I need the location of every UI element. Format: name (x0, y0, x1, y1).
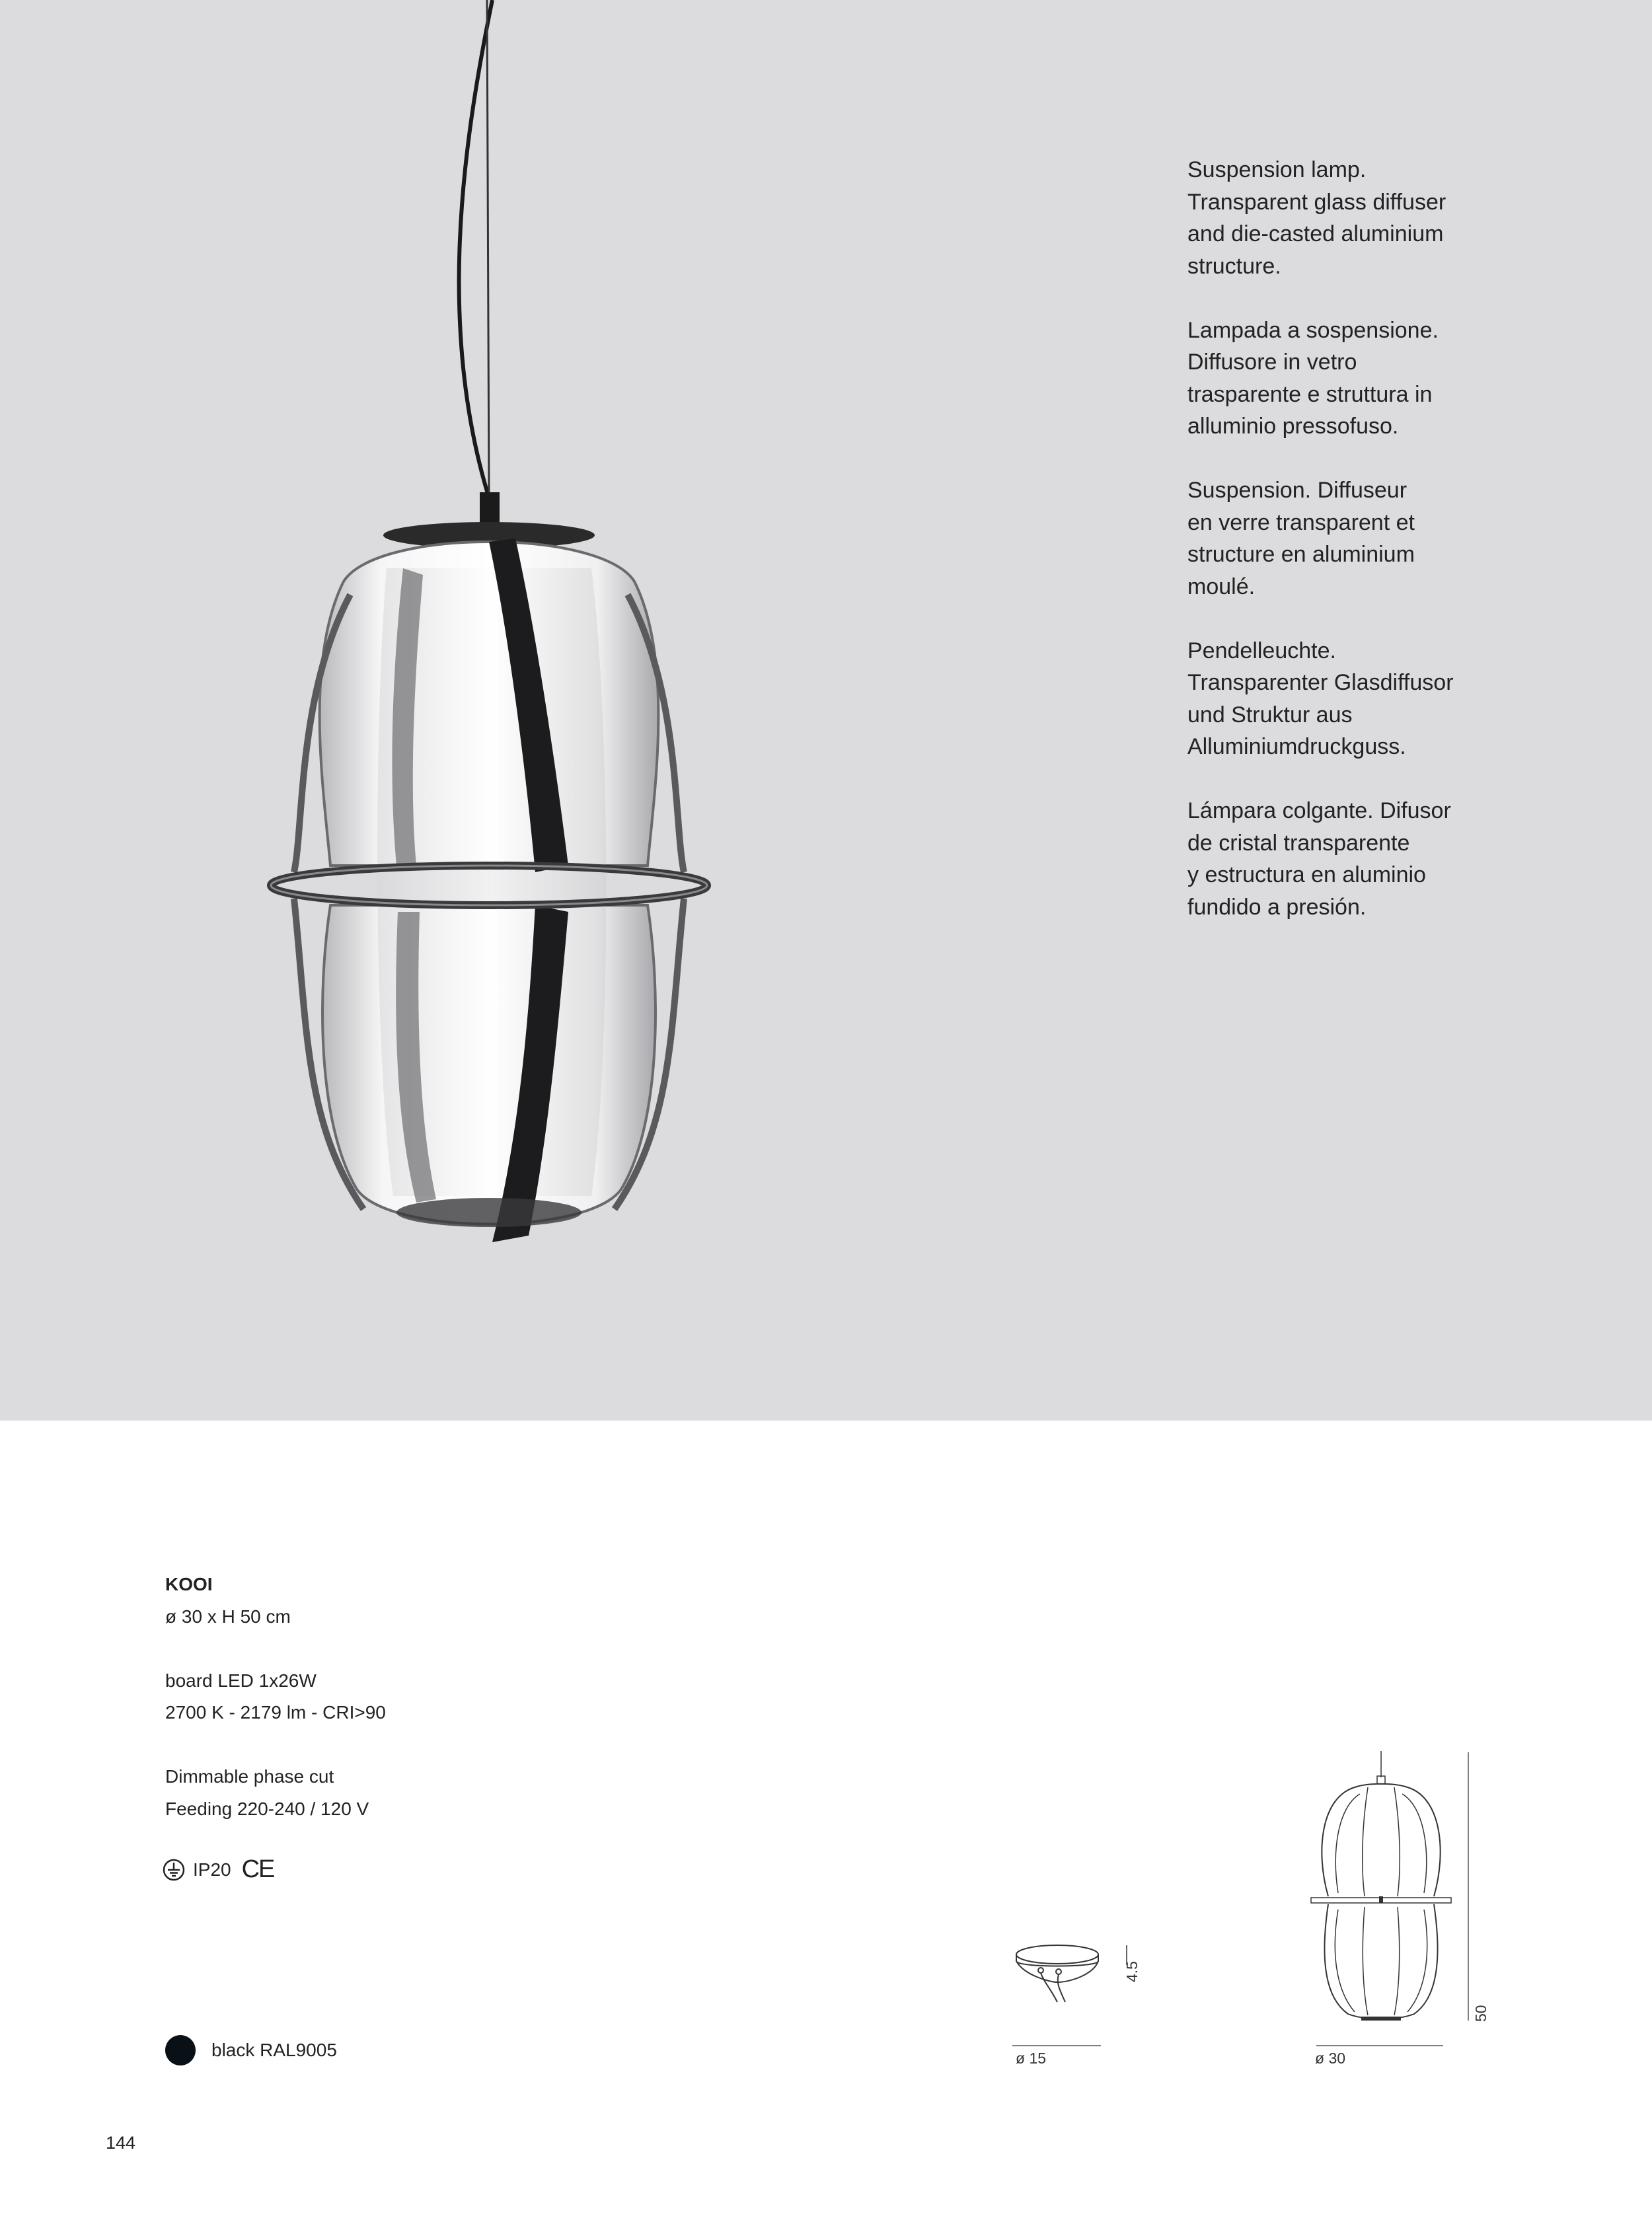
product-dimensions: ø 30 x H 50 cm (165, 1606, 291, 1627)
ce-mark: CE (241, 1855, 274, 1883)
finish-swatch (165, 2035, 196, 2065)
dimming-info: Dimmable phase cut (165, 1766, 334, 1787)
description-it: Lampada a sospensione. Diffusore in vetro trasparente e struttura in alluminio pressofuso. (1187, 317, 1439, 439)
canopy-diameter-label: ø 15 (1016, 2050, 1047, 2067)
ground-symbol-icon (163, 1859, 185, 1881)
ip-rating: IP20 (193, 1859, 231, 1880)
description-de: Pendelleuchte. Transparenter Glasdiffusor und Struktur aus Alluminiumdruckguss. (1187, 638, 1454, 759)
lamp-drawing (1302, 1751, 1487, 2055)
finish-label: black RAL9005 (211, 2040, 337, 2060)
product-specs (165, 1569, 386, 1825)
lamp-height-label: 50 (1472, 2005, 1489, 2022)
canopy-height-label: 4.5 (1123, 1961, 1141, 1982)
description-es: Lámpara colgante. Difusor de cristal transparente y estructura en aluminio fundido a presión. (1187, 798, 1451, 920)
canopy-drawing (1011, 1936, 1170, 2068)
description-fr: Suspension. Diffuseur en verre transparent et structure en aluminium moulé. (1187, 478, 1415, 599)
product-name: KOOI (165, 1574, 213, 1594)
feeding-info: Feeding 220-240 / 120 V (165, 1798, 369, 1819)
finish-option (165, 2035, 337, 2065)
lamp-photo (225, 0, 780, 1269)
page-number: 144 (106, 2133, 136, 2153)
light-specs: 2700 K - 2179 lm - CRI>90 (165, 1702, 386, 1723)
certifications (163, 1855, 274, 1884)
product-description (1187, 154, 1518, 955)
light-source: board LED 1x26W (165, 1670, 317, 1691)
lamp-diameter-label: ø 30 (1315, 2050, 1346, 2067)
description-en: Suspension lamp. Transparent glass diffuser and die-casted aluminium structure. (1187, 157, 1446, 279)
